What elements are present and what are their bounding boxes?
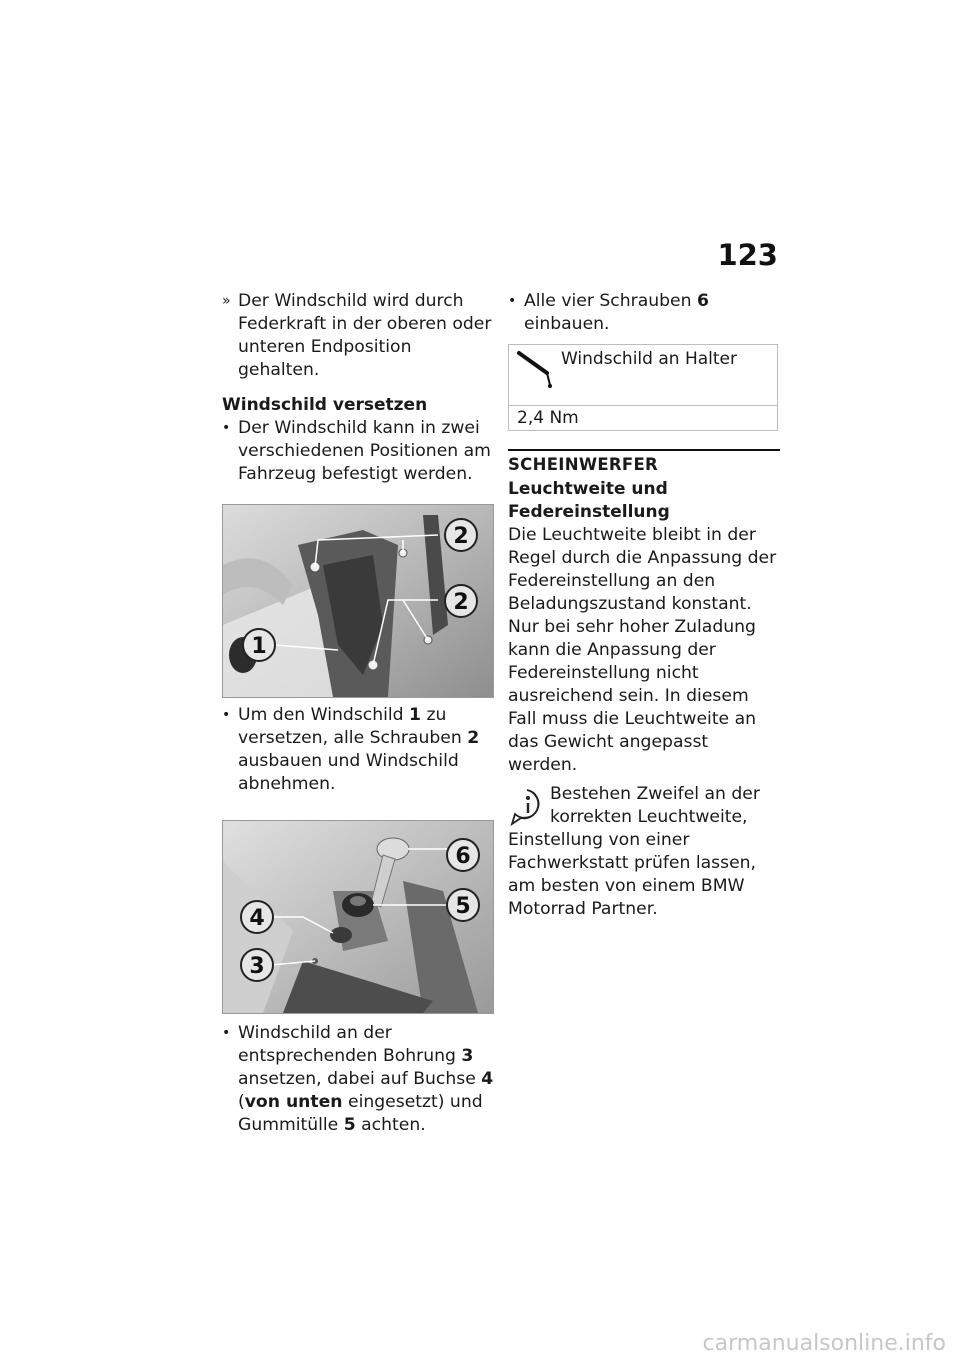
ref-4: 4 (481, 1069, 494, 1089)
bullet-marker: • (222, 420, 231, 436)
svg-text:5: 5 (455, 894, 471, 919)
page-number: 123 (717, 238, 778, 272)
svg-text:6: 6 (455, 844, 471, 869)
info-note (508, 783, 780, 921)
instruction-remove-windshield: • Um den Windschild 1 zu versetzen, alle Schrauben 2 ausbauen und Windschild abnehmen. (222, 705, 480, 794)
windshield-screws-illustration (223, 505, 493, 697)
watermark: carmanualsonline.info (702, 1331, 946, 1356)
result-marker: » (222, 293, 231, 309)
grommet-part (342, 893, 374, 917)
instruction-attach-windshield: • Windschild an der entsprechenden Bohrung 3 ansetzen, dabei auf Buchse 4 (von unten eingesetzt) und Gummitülle 5 achten. (222, 1023, 494, 1135)
torque-label: Windschild an Halter (561, 349, 737, 369)
note-rest: Einstellung von einer Fachwerkstatt prüfen lassen, am besten von einem BMW Motorrad Partner. (508, 830, 757, 919)
ref-1: 1 (409, 705, 422, 725)
note-line-a: Bestehen Zweifel an der (550, 784, 760, 804)
bushing-grommet-illustration (223, 821, 493, 1013)
section-title-scheinwerfer: SCHEINWERFER (508, 449, 780, 474)
from-below-emphasis: von unten (244, 1092, 343, 1112)
ref-2: 2 (467, 728, 480, 748)
ref-3: 3 (461, 1046, 474, 1066)
callout-2-top (445, 519, 477, 551)
svg-text:4: 4 (249, 906, 265, 931)
callout-2-bottom (445, 585, 477, 617)
torque-value: 2,4 Nm (509, 406, 778, 431)
bullet-marker: • (508, 293, 517, 309)
ref-5: 5 (343, 1115, 356, 1135)
result-text: Der Windschild wird durch Federkraft in der oberen oder unteren Endposition gehalten. (238, 291, 492, 380)
torque-wrench-icon (517, 349, 557, 389)
callout-1 (243, 629, 275, 661)
torque-label-cell (509, 345, 778, 406)
result-item (222, 290, 494, 382)
svg-text:2: 2 (453, 524, 469, 549)
bullet-marker: • (222, 1025, 231, 1041)
torque-spec-table (508, 344, 778, 431)
paragraph-headlight-range: Die Leuchtweite bleibt in der Regel durch die Anpassung der Federeinstellung an den Beladungszustand konstant. (508, 525, 777, 614)
figure-windshield-screws (222, 504, 494, 698)
note-line-b: korrekten Leuchtweite, (550, 807, 748, 827)
callout-4 (241, 901, 273, 933)
info-item (222, 417, 494, 486)
callout-3 (241, 949, 273, 981)
right-column (508, 290, 780, 921)
bullet-marker: • (222, 707, 231, 723)
svg-text:2: 2 (453, 590, 469, 615)
svg-text:1: 1 (251, 634, 267, 659)
info-text: Der Windschild kann in zwei verschiedenen Positionen am Fahrzeug befestigt werden. (238, 418, 491, 484)
bushing-part (330, 927, 352, 943)
info-icon (510, 787, 544, 827)
svg-text:3: 3 (249, 954, 265, 979)
callout-5 (447, 889, 479, 921)
paragraph-high-load: Nur bei sehr hoher Zuladung kann die Anpassung der Federeinstellung nicht ausreichend sein. In diesem Fall muss die Leuchtweite an das Gewicht angepasst werden. (508, 617, 757, 775)
subheading-leuchtweite: Leuchtweite und Federeinstellung (508, 479, 670, 522)
instruction-install-screws: • Alle vier Schrauben 6 einbauen. (508, 291, 709, 334)
subheading-windschild-versetzen: Windschild versetzen (222, 395, 428, 415)
figure-bushing-grommet (222, 820, 494, 1014)
ref-6: 6 (696, 291, 709, 311)
left-column (222, 290, 494, 1137)
callout-6 (447, 839, 479, 871)
